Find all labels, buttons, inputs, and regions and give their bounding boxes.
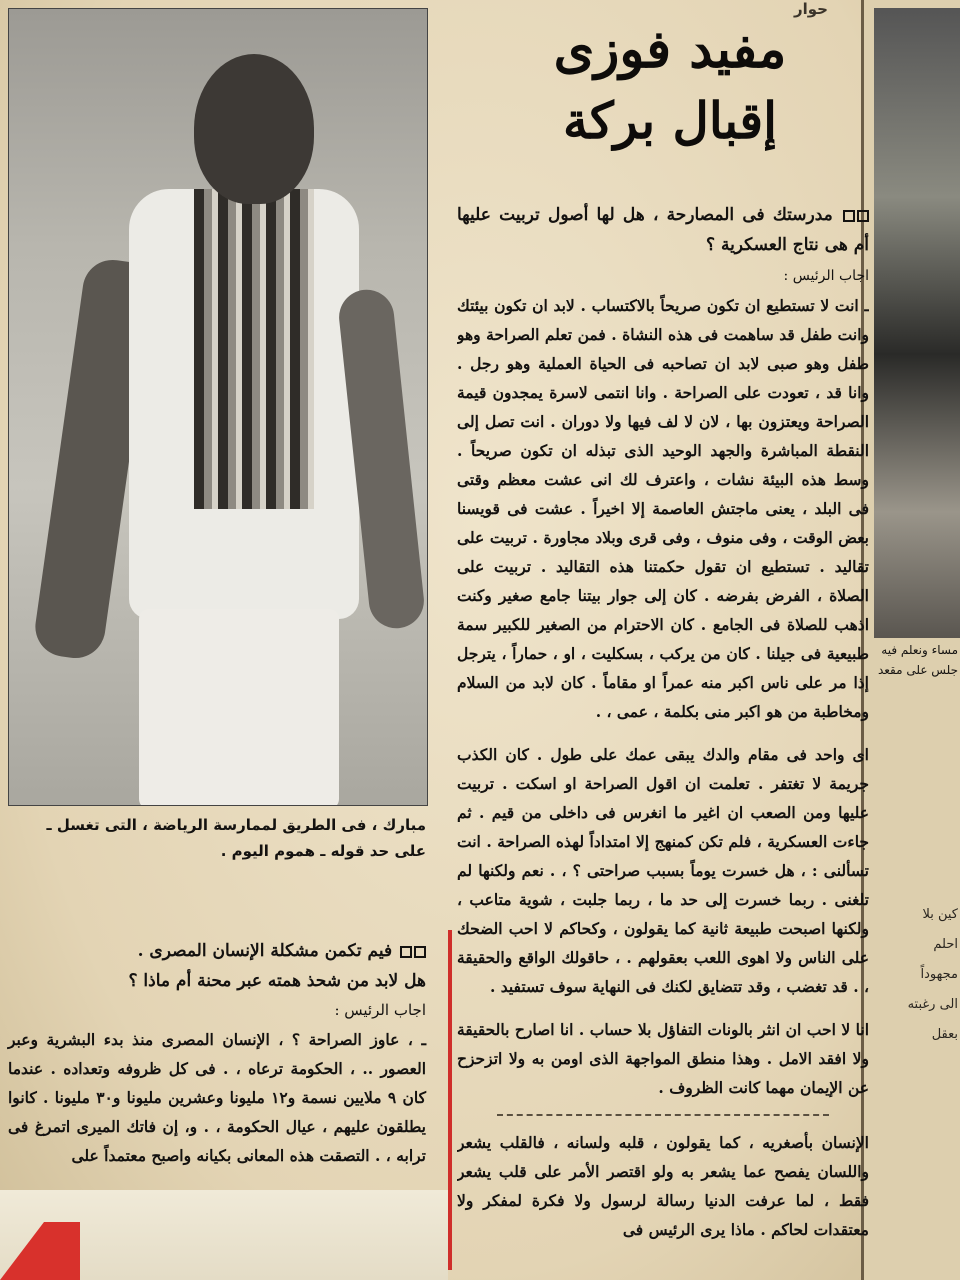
adjacent-fragment: بعقل — [931, 1027, 958, 1042]
adjacent-fragment: الى رغبته — [907, 997, 958, 1012]
speaker-label: اجاب الرئيس : — [783, 268, 869, 284]
square-bullet-icon — [843, 210, 855, 222]
answer-paragraph: ـ ، عاوز الصراحة ؟ ، الإنسان المصرى منذ بدء البشرية وعبر العصور .. ، الحكومة ترعاه ، . فى كل ظروفه وتعداده . عندما كان ٩ ملايين نسمة و١٢ مليونا وعشرين مليونا و٣٠ مليونا . كانوا يطلقون عليهم ، عيال الحكومة ، . و، إن فاتك الميرى اتمرغ فى ترابه ، . التصقت هذه المعانى بكيانه واصبح معتمداً على — [8, 1030, 426, 1165]
left-text-column — [8, 936, 426, 1170]
answer-paragraph: ـ انت لا تستطيع ان تكون صريحاً بالاكتساب . لابد ان تكون بيئتك وانت طفل قد ساهمت فى هذه النشاة . فمن تعلم الصراحة وهو طفل وهو صبى لابد ان تصاحبه فى الحياة العملية وهو رجل . وانا قد ، تعودت على الصراحة . وانا انتمى لاسرة يمجدون قيمة الصراحة ويعتزون بها ، لان لا لف فيها ولا دوران . انت تصل إلى النقطة المباشرة والجهد الوحيد الذى تبذله ان تكون صريحاً . وسط هذه البيئة نشات ، واعترف لك انى عشت معظم وقتى فى البلد ، يعنى ماجتش العاصمة إلا اخيراً . عشت فى قويسنا بعض الوقت ، وفى منوف ، وفى قرى وبلاد مجاورة . تربيت على تقاليد . تستطيع ان تقول حكمتنا هذه التقاليد . تربيت على الصلاة ، الفرض بفرضه . كان إلى جوار بيتنا جامع صغير وكنت اذهب للصلاة فى الجامع . كان الاحترام من الصغير للكبير سمة طبيعية فى جيلنا . كان من يركب ، بسكليت ، او ، حماراً ، يترجل إذا مر على ناس اكبر منه عمراً او مقاماً . كان لابد من السلام ومخاطبة من هو اكبر منى بكلمة ، عمى ، . — [457, 296, 869, 721]
article-photo — [8, 8, 428, 806]
speaker-label: اجاب الرئيس : — [334, 1001, 426, 1019]
adjacent-fragment: مجهوداً — [920, 967, 958, 982]
section-divider — [497, 1114, 829, 1116]
adjacent-caption: مساء ونعلم فيه جلس على مقعد — [877, 643, 958, 677]
photo-caption: مبارك ، فى الطريق لممارسة الرياضة ، التى تغسل ـ على حد قوله ـ هموم اليوم . — [46, 816, 426, 860]
question — [8, 936, 426, 966]
red-column-rule — [448, 930, 452, 1270]
main-text-column — [457, 200, 869, 1260]
adjacent-photo — [874, 8, 960, 638]
question-text: هل لابد من شحذ همته عبر محنة أم ماذا ؟ — [128, 971, 426, 991]
author-name-2: إقبال بركة — [563, 91, 777, 150]
figure-legs — [139, 609, 339, 806]
article-title — [500, 18, 840, 152]
question — [457, 200, 869, 260]
adjacent-page — [861, 0, 960, 1280]
square-bullet-icon — [414, 946, 426, 958]
figure-towel — [194, 189, 314, 509]
adjacent-fragment: كين بلا — [922, 907, 958, 922]
figure-head — [194, 54, 314, 204]
answer-paragraph: انا لا احب ان انثر بالونات التفاؤل بلا حساب . انا اصارح بالحقيقة ولا افقد الامل . وهذا منطق المواجهة الذى اومن به ولا اتزحزح عن الإيمان مهما كانت الظروف . — [457, 1020, 869, 1097]
answer-paragraph: اى واحد فى مقام والدك يبقى عمك على طول . كان الكذب جريمة لا تغتفر . تعلمت ان اقول الصراحة او اسكت . تربيت عليها ومن الصعب ان اغير ما انغرس فى داخلى من قيم . ثم جاءت العسكرية ، فلم تكن كمنهج إلا امتداداً لهذه الصراحة . انت تسألنى : ، هل خسرت يوماً بسبب صراحتى ؟ ، . نعم ولكنها لم تلغنى . ربما خسرت إلى حد ما ، ربما جلبت ، شوية متاعب ، ولكنها اصبحت طبيعة ثانية كما يقولون ، وكحاكم لا احب الضحك على الناس ولا اهوى اللعب بعقولهم . ، حاقولك الواقع والحقيقة ، . قد تغضب ، وقد تتضايق لكنك فى النهاية سوف تستفيد . — [457, 745, 869, 996]
question-text: فيم تكمن مشكلة الإنسان المصرى . — [137, 941, 393, 961]
answer-paragraph: الإنسان بأصغريه ، كما يقولون ، قلبه ولسانه ، فالقلب يشعر واللسان يفصح عما يشعر به ولو اقتصر الأمر على قلب يشعر فقط ، لما عرفت الدنيا رسالة لرسول ولا فكرة لمفكر ولا معتقدات لحاكم . ماذا يرى الرئيس فى — [457, 1133, 869, 1239]
author-name-1: مفيد فوزى — [553, 19, 787, 80]
adjacent-text — [874, 900, 958, 1050]
question-text: مدرستك فى المصارحة ، هل لها أصول تربيت عليها أم هى نتاج العسكرية ؟ — [457, 205, 869, 255]
square-bullet-icon — [857, 210, 869, 222]
square-bullet-icon — [400, 946, 412, 958]
adjacent-fragment: احلم — [933, 937, 958, 952]
section-kicker: حوار — [794, 0, 828, 18]
